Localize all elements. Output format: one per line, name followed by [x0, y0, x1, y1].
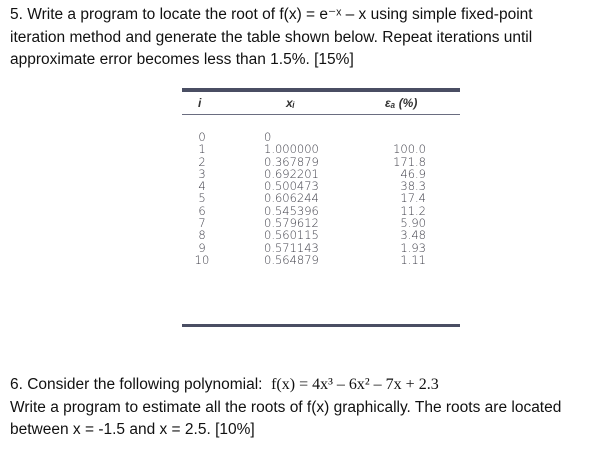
- table-cell: 3: [198, 166, 206, 181]
- header-error: εₐ (%): [385, 96, 418, 110]
- table-cell: 7: [198, 216, 206, 231]
- question-5-line-3: approximate error becomes less than 1.5%. [15%]: [10, 51, 354, 68]
- question-5-line-1: 5. Write a program to locate the root of f(x) = e⁻ˣ – x using simple fixed-point: [10, 6, 533, 23]
- table-cell: 0.545396: [264, 203, 319, 218]
- table-cell: 6: [198, 203, 206, 218]
- question-6-prefix: 6. Consider the following polynomial:: [10, 376, 263, 393]
- table-cell: 1.11: [400, 252, 426, 267]
- table-cell: 0: [198, 130, 206, 144]
- table-bottom-rule: [182, 324, 460, 327]
- table-cell: 5: [198, 191, 206, 206]
- table-cell: 0.606244: [264, 191, 319, 206]
- table-cell: 9: [198, 240, 206, 255]
- table-cell: 17.4: [400, 191, 426, 206]
- column-i: [191, 131, 213, 266]
- table-cell: 10: [194, 252, 210, 267]
- table-cell: 1: [198, 142, 206, 157]
- header-x: xᵢ: [286, 96, 295, 110]
- table-cell: 0.560115: [264, 228, 319, 243]
- table-cell: 0.692201: [264, 166, 319, 181]
- table-cell: 11.2: [400, 203, 426, 218]
- table-cell: 38.3: [400, 179, 426, 194]
- column-error: [372, 131, 426, 266]
- table-cell: 0.500473: [264, 179, 319, 194]
- question-6: [10, 374, 598, 442]
- table-header-rule: [182, 114, 460, 115]
- question-5: [10, 4, 598, 72]
- table-cell: 1.000000: [264, 142, 319, 157]
- table-cell: 8: [198, 228, 206, 243]
- iteration-table: [182, 88, 460, 330]
- header-i: i: [198, 96, 202, 110]
- question-5-line-2: iteration method and generate the table shown below. Repeat iterations until: [10, 28, 533, 46]
- table-cell: 4: [198, 179, 206, 194]
- table-cell: 0.579612: [264, 216, 319, 231]
- table-cell: 0.367879: [264, 154, 319, 169]
- table-cell: 0.564879: [264, 252, 319, 267]
- question-6-line-2: Write a program to estimate all the roots of f(x) graphically. The roots are located: [10, 398, 562, 416]
- table-cell: 171.8: [393, 154, 426, 169]
- polynomial-equation: f(x) = 4x³ – 6x² – 7x + 2.3: [271, 376, 439, 393]
- table-cell: 0.571143: [264, 240, 319, 255]
- table-cell: 1.93: [400, 240, 426, 255]
- column-x: [264, 131, 336, 266]
- table-cell: 100.0: [393, 142, 426, 157]
- table-cell: 3.48: [400, 228, 426, 243]
- table-cell: 46.9: [400, 166, 426, 181]
- question-6-line-3: between x = -1.5 and x = 2.5. [10%]: [10, 421, 255, 438]
- question-6-line-1: [10, 374, 598, 397]
- table-cell: 2: [198, 154, 206, 169]
- table-cell: 0: [264, 130, 272, 144]
- table-cell: 5.90: [400, 216, 426, 231]
- table-top-rule: [182, 88, 460, 92]
